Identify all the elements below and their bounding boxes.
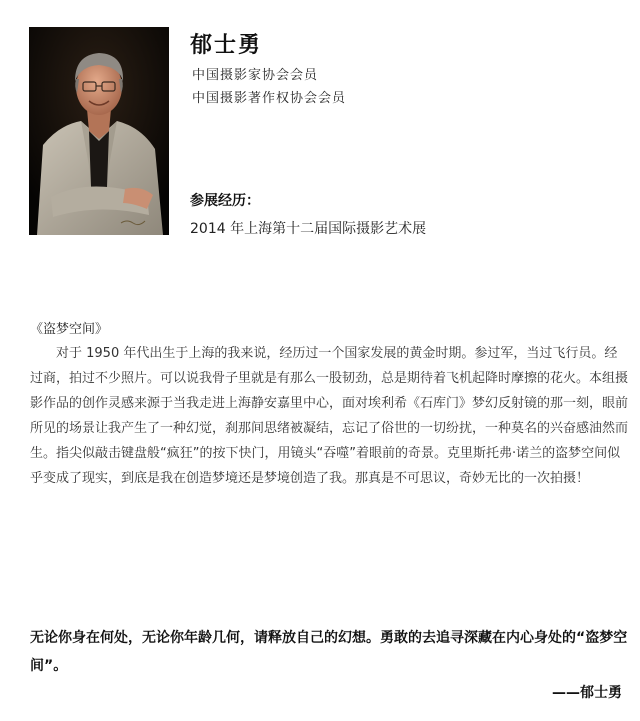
work-title: 《盗梦空间》 (30, 322, 109, 337)
artist-statement: 对于 1950 年代出生于上海的我来说，经历过一个国家发展的黄金时期。参过军，当过飞行员。经过商，拍过不少照片。可以说我骨子里就是有那么一股韧劲，总是期待着飞机起降时摩擦的花火。本组摄影作品的创作灵感来源于当我走进上海静安嘉里中心，面对埃利希《石库门》梦幻反射镜的那一刻，眼前所见的场景让我产生了一种幻觉，刹那间思绪被凝结，忘记了俗世的一切纷扰，一种莫名的兴奋感油然而生。指尖似敲击键盘般“疯狂”的按下快门，用镜头“吞噬”着眼前的奇景。克里斯托弗·诺兰的盗梦空间似乎变成了现实，到底是我在创造梦境还是梦境创造了我。那真是不可思议，奇妙无比的一次拍摄！ (30, 346, 629, 486)
artist-portrait-photo (29, 27, 169, 235)
exhibition-heading: 参展经历： (190, 193, 260, 209)
author-signature: ——郁士勇 (552, 685, 622, 701)
membership-item: 中国摄影家协会会员 (192, 68, 319, 83)
artist-name: 郁士勇 (190, 33, 263, 58)
portrait-photo-icon (29, 27, 169, 235)
membership-item: 中国摄影著作权协会会员 (192, 91, 347, 106)
membership-list (192, 64, 346, 110)
closing-quote: 无论你身在何处，无论你年龄几何，请释放自己的幻想。勇敢的去追寻深藏在内心身处的“盗梦空间”。 (30, 630, 628, 674)
exhibition-item: 2014 年上海第十二届国际摄影艺术展 (190, 221, 427, 237)
